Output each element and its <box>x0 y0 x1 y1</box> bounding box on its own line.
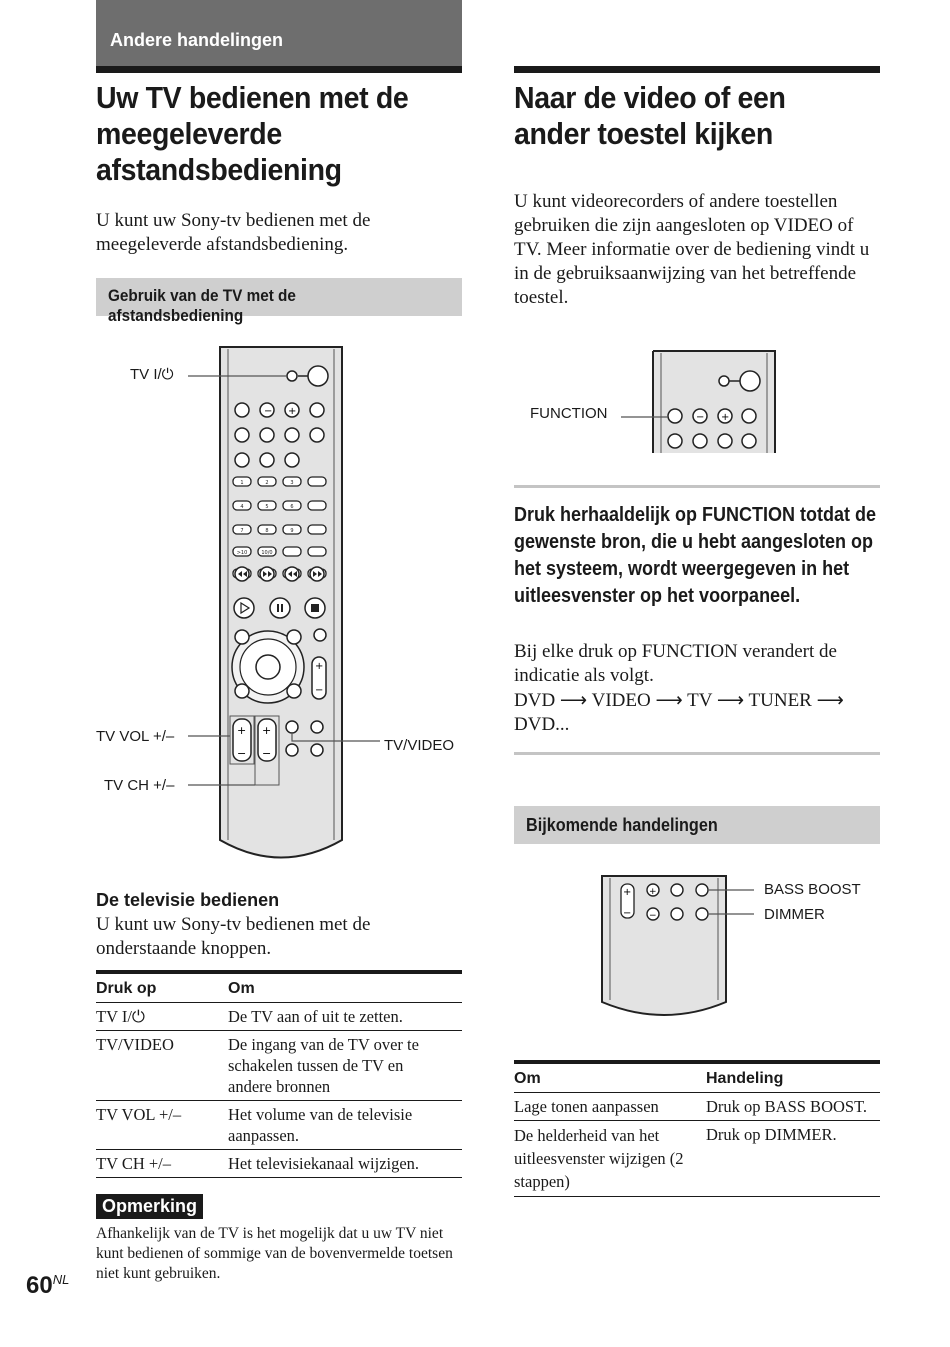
callout-function: FUNCTION <box>530 405 608 422</box>
page-number <box>26 1272 69 1300</box>
callout-tv-vol: TV VOL +/– <box>96 728 175 745</box>
function-sequence <box>514 689 880 737</box>
table-cell: De TV aan of uit te zetten. <box>228 1003 462 1031</box>
table-row <box>96 1150 462 1178</box>
key-2: 2 <box>265 480 269 486</box>
left-table-header-0: Druk op <box>96 974 228 1003</box>
right-table <box>514 1060 880 1197</box>
right-intro: U kunt videorecorders of andere toestellen gebruiken die zijn aangesloten op VIDEO of TV. Meer informatie over de bediening vindt u in de gebruiksaanwijzing van het betreffende toestel. <box>514 191 870 308</box>
callout-dimmer: DIMMER <box>764 906 825 923</box>
left-title-line-3: afstandsbediening <box>96 152 342 187</box>
svg-text:+: + <box>315 661 324 672</box>
table-cell: De ingang van de TV over te schakelen tussen de TV en andere bronnen <box>228 1031 462 1101</box>
table-cell: TV VOL +/– <box>96 1101 228 1150</box>
divider <box>514 485 880 488</box>
right-table-header-1: Handeling <box>706 1064 880 1093</box>
operate-tv-heading: De televisie bedienen <box>96 890 280 910</box>
right-title-line-1: Naar de video of een <box>514 80 786 115</box>
callout-tv-power: TV I/⏻ <box>130 366 174 383</box>
right-page-title <box>514 80 882 152</box>
table-row <box>514 1121 880 1197</box>
callout-tv-video: TV/VIDEO <box>384 737 455 754</box>
key-5: 5 <box>265 504 269 510</box>
table-cell: Lage tonen aanpassen <box>514 1093 706 1121</box>
svg-text:−: − <box>649 911 657 921</box>
svg-text:+: + <box>288 406 297 417</box>
function-remote-illustration <box>514 345 894 460</box>
svg-text:−: − <box>237 747 247 760</box>
svg-text:−: − <box>262 747 272 760</box>
tv-power-button[interactable] <box>287 371 297 381</box>
callout-bass-boost: BASS BOOST <box>764 881 861 898</box>
table-row <box>96 1031 462 1101</box>
arrow-right-icon: ⟶ <box>816 690 844 711</box>
function-button[interactable] <box>668 409 682 423</box>
svg-text:+: + <box>623 887 632 898</box>
sequence-item: TUNER <box>748 690 812 711</box>
section-tab <box>96 0 462 66</box>
page-number-value: 60 <box>26 1272 53 1299</box>
table-cell: Druk op DIMMER. <box>706 1121 880 1197</box>
key-7: 7 <box>240 528 244 534</box>
key-gt10: >10 <box>236 550 248 556</box>
key-6: 6 <box>290 504 294 510</box>
svg-text:−: − <box>315 685 324 696</box>
left-title-line-2: meegeleverde <box>96 116 282 151</box>
arrow-right-icon: ⟶ <box>716 690 745 711</box>
table-cell: Het televisiekanaal wijzigen. <box>228 1150 462 1178</box>
svg-text:−: − <box>696 412 705 423</box>
key-4: 4 <box>240 504 244 510</box>
dimmer-button[interactable] <box>696 908 708 920</box>
power-button[interactable] <box>308 366 328 386</box>
arrow-right-icon: ⟶ <box>655 690 683 711</box>
page-number-suffix: NL <box>52 1272 70 1287</box>
svg-text:−: − <box>264 406 273 417</box>
svg-text:+: + <box>262 724 272 737</box>
svg-text:+: + <box>237 724 247 737</box>
sequence-item: DVD <box>514 690 556 711</box>
table-cell: De helderheid van het uitleesvenster wijzigen (2 stappen) <box>514 1121 706 1197</box>
section-tab-label: Andere handelingen <box>110 30 284 50</box>
left-table-header-1: Om <box>228 974 462 1003</box>
left-intro: U kunt uw Sony-tv bedienen met de meegeleverde afstandsbediening. <box>96 210 371 255</box>
key-9: 9 <box>290 528 294 534</box>
table-row <box>96 1003 462 1031</box>
table-cell: TV I/⏻ <box>96 1003 228 1031</box>
left-table <box>96 970 462 1178</box>
table-row <box>514 1093 880 1121</box>
table-cell: TV/VIDEO <box>96 1031 228 1101</box>
step-text: Bij elke druk op FUNCTION verandert de indicatie als volgt. <box>514 641 837 686</box>
callout-tv-ch: TV CH +/– <box>104 777 175 794</box>
left-subsection-bar <box>96 278 462 325</box>
table-cell: Het volume van de televisie aanpassen. <box>228 1101 462 1150</box>
key-1: 1 <box>240 480 244 486</box>
divider <box>514 752 880 755</box>
left-subsection-title: Gebruik van de TV met de afstandsbediening <box>108 286 296 325</box>
extra-operations-bar <box>514 806 880 844</box>
operate-tv-text: U kunt uw Sony-tv bedienen met de onderstaande knoppen. <box>96 914 371 959</box>
table-row <box>96 1101 462 1150</box>
svg-text:−: − <box>623 908 632 919</box>
key-10-0: 10/0 <box>261 550 273 556</box>
note-text: Afhankelijk van de TV is het mogelijk dat u uw TV niet kunt bedienen of sommige van de bovenvermelde toetsen niet kunt gebruiken. <box>96 1225 453 1282</box>
step-heading: Druk herhaaldelijk op FUNCTION totdat de gewenste bron, die u hebt aangesloten op het systeem, wordt weergegeven in het uitleesvenster op het voorpaneel. <box>514 504 877 607</box>
svg-text:+: + <box>721 412 730 423</box>
right-table-header-0: Om <box>514 1064 706 1093</box>
extra-operations-title: Bijkomende handelingen <box>526 815 718 835</box>
left-title-line-1: Uw TV bedienen met de <box>96 80 409 115</box>
table-cell: Druk op BASS BOOST. <box>706 1093 880 1121</box>
key-8: 8 <box>265 528 269 534</box>
key-3: 3 <box>290 480 294 486</box>
left-title-rule <box>96 66 462 73</box>
note-label: Opmerking <box>96 1194 203 1219</box>
left-page-title <box>96 80 464 188</box>
right-title-rule <box>514 66 880 73</box>
sequence-item: TV <box>687 690 713 711</box>
sequence-item: DVD... <box>514 714 570 735</box>
table-cell: TV CH +/– <box>96 1150 228 1178</box>
arrow-right-icon: ⟶ <box>559 690 588 711</box>
right-title-line-2: ander toestel kijken <box>514 116 773 151</box>
svg-text:+: + <box>649 887 657 897</box>
tv-video-button[interactable] <box>286 721 298 733</box>
bass-boost-button[interactable] <box>696 884 708 896</box>
sequence-item: VIDEO <box>591 690 651 711</box>
